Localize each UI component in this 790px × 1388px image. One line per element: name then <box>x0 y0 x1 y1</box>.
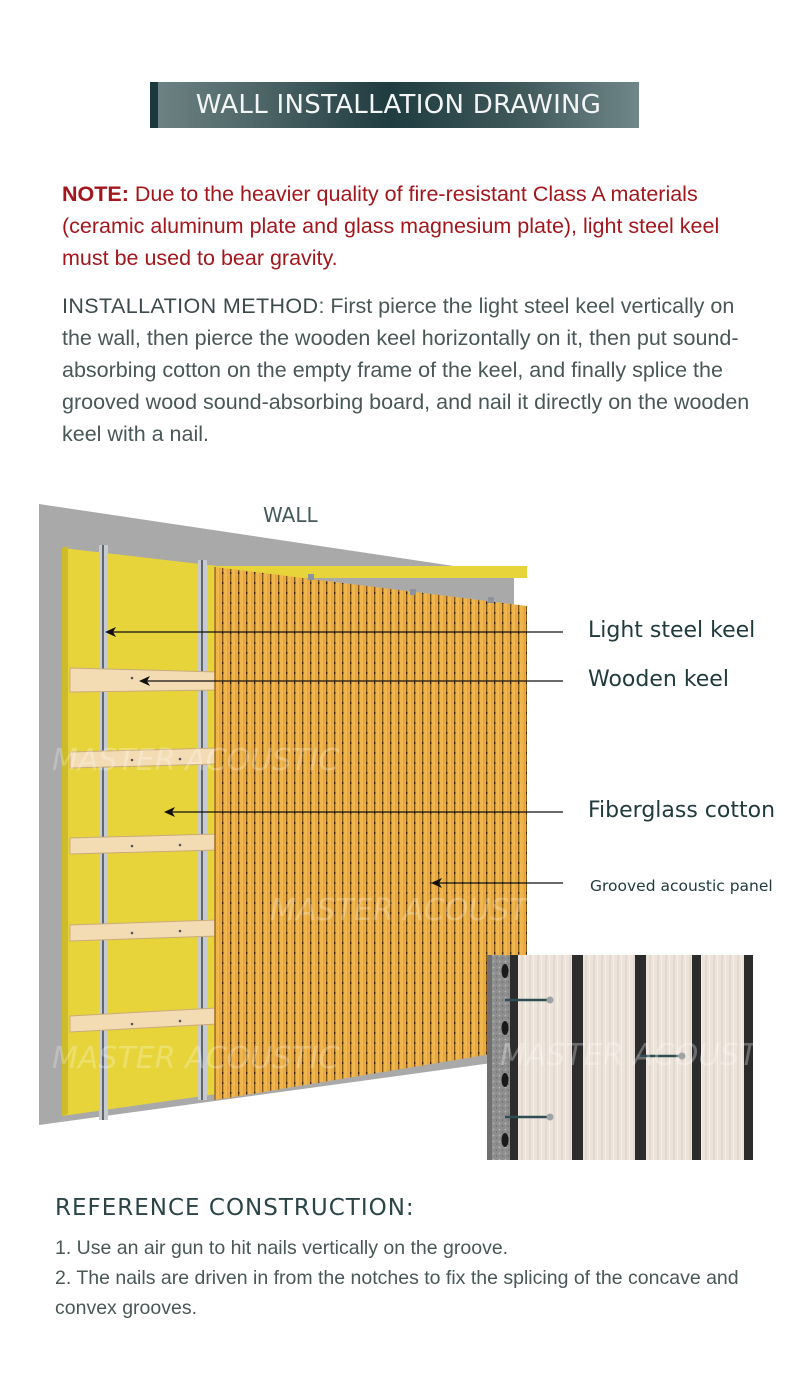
svg-text:MASTER ACOUSTIC: MASTER ACOUSTIC <box>500 1038 788 1073</box>
installation-method-text: : First pierce the light steel keel vertically on the wall, then pierce the wooden keel horizontally on it, then put sound-absorbing cotton on the empty frame of the keel, and finally splice the grooved wood sound-absorbing board, and nail it directly on the wooden keel with a nail. <box>62 294 750 446</box>
watermark-text: MASTER ACOUSTIC <box>52 743 340 778</box>
installation-method-label: INSTALLATION METHOD <box>62 294 319 318</box>
reference-item: 2. The nails are driven in from the notches to fix the splicing of the concave and convex grooves. <box>55 1267 739 1319</box>
grooved-acoustic-panel <box>215 567 527 1100</box>
svg-text:MASTER ACOUSTIC: MASTER ACOUSTIC <box>270 893 558 928</box>
callout-grooved-acoustic-panel: Grooved acoustic panel <box>590 877 773 895</box>
svg-text:MASTER ACOUSTIC: MASTER ACOUSTIC <box>52 1041 340 1076</box>
callout-light-steel-keel: Light steel keel <box>588 618 756 643</box>
note-label: NOTE: <box>62 182 129 206</box>
wall-label: WALL <box>263 503 318 527</box>
callout-fiberglass-cotton: Fiberglass cotton <box>588 798 776 823</box>
page-title: WALL INSTALLATION DRAWING <box>195 90 602 120</box>
reference-item: 1. Use an air gun to hit nails vertically on the groove. <box>55 1237 509 1259</box>
reference-construction-list <box>55 1233 755 1323</box>
callout-wooden-keel: Wooden keel <box>588 667 729 692</box>
groove-detail-inset <box>487 955 787 1160</box>
note-text: Due to the heavier quality of fire-resistant Class A materials (ceramic aluminum plate and glass magnesium plate), light steel keel must be used to bear gravity. <box>62 182 720 270</box>
reference-construction-heading: REFERENCE CONSTRUCTION: <box>55 1195 415 1221</box>
